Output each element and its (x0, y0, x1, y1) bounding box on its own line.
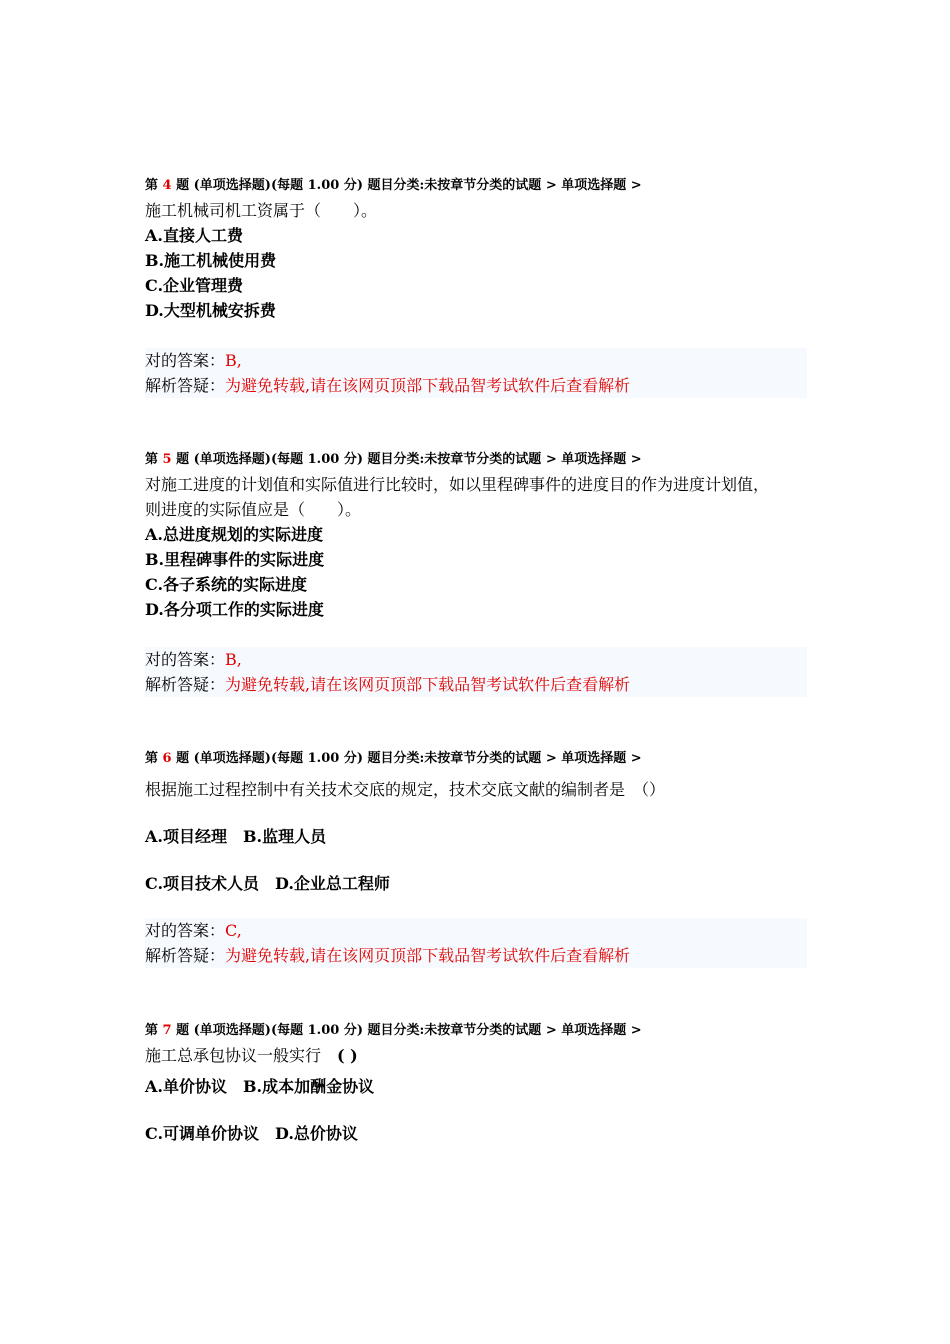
analysis-text: 为避免转载,请在该网页顶部下载品智考试软件后查看解析 (225, 946, 631, 965)
question-stem: 根据施工过程控制中有关技术交底的规定，技术交底文献的编制者是 （） (145, 780, 666, 799)
question-number: 6 (162, 751, 172, 766)
stem-blank: ( ) (337, 1046, 358, 1065)
option-row-2: C.可调单价协议 D.总价协议 (145, 1124, 358, 1143)
analysis-text: 为避免转载,请在该网页顶部下载品智考试软件后查看解析 (225, 376, 631, 395)
analysis-text: 为避免转载,请在该网页顶部下载品智考试软件后查看解析 (225, 675, 631, 694)
option-d: D.大型机械安拆费 (145, 301, 276, 320)
option-c: C.企业管理费 (145, 276, 244, 295)
correct-answer-line (145, 647, 807, 672)
analysis-line (145, 943, 807, 968)
option-b: B.里程碑事件的实际进度 (145, 550, 325, 569)
question-5 (145, 451, 807, 697)
option-b: B.施工机械使用费 (145, 251, 277, 270)
question-stem: 施工机械司机工资属于（ ）。 (145, 201, 378, 220)
answer-value: B, (225, 650, 242, 669)
question-meta: 题 (单项选择题)(每题 1.00 分) 题目分类:未按章节分类的试题 > 单项选择题 > (176, 178, 642, 193)
question-stem (145, 472, 807, 522)
analysis-label: 解析答疑： (145, 675, 226, 694)
question-number: 5 (162, 452, 172, 467)
question-prefix: 第 (145, 751, 159, 766)
question-header (145, 177, 807, 195)
correct-answer-line (145, 918, 807, 943)
option-c: C.各子系统的实际进度 (145, 575, 308, 594)
option-row-1: A.单价协议 B.成本加酬金协议 (145, 1077, 375, 1096)
option-a: A.总进度规划的实际进度 (145, 525, 323, 544)
stem-line-1: 对施工进度的计划值和实际值进行比较时，如以里程碑事件的进度目的作为进度计划值， (145, 475, 770, 494)
question-meta: 题 (单项选择题)(每题 1.00 分) 题目分类:未按章节分类的试题 > 单项选择题 > (176, 751, 642, 766)
question-number: 4 (162, 178, 172, 193)
question-prefix: 第 (145, 178, 159, 193)
question-4 (145, 177, 807, 398)
option-a: A.直接人工费 (145, 226, 243, 245)
answer-box (145, 918, 807, 968)
option-d: D.各分项工作的实际进度 (145, 600, 324, 619)
question-stem (145, 1043, 807, 1068)
answer-label: 对的答案： (145, 921, 226, 940)
answer-value: C, (225, 921, 242, 940)
answer-label: 对的答案： (145, 650, 226, 669)
correct-answer-line (145, 348, 807, 373)
question-header (145, 451, 807, 469)
question-7 (145, 1022, 807, 1146)
question-prefix: 第 (145, 452, 159, 467)
question-6 (145, 750, 807, 968)
analysis-label: 解析答疑： (145, 376, 226, 395)
question-prefix: 第 (145, 1023, 159, 1038)
stem-text: 施工总承包协议一般实行 (145, 1046, 338, 1065)
question-header (145, 750, 807, 768)
answer-box (145, 647, 807, 697)
option-row-1: A.项目经理 B.监理人员 (145, 827, 327, 846)
answer-box (145, 348, 807, 398)
question-header (145, 1022, 807, 1040)
question-number: 7 (162, 1023, 172, 1038)
analysis-line (145, 373, 807, 398)
stem-line-2: 则进度的实际值应是（ ）。 (145, 500, 362, 519)
option-row-2: C.项目技术人员 D.企业总工程师 (145, 874, 390, 893)
analysis-line (145, 672, 807, 697)
answer-value: B, (225, 351, 242, 370)
answer-label: 对的答案： (145, 351, 226, 370)
question-meta: 题 (单项选择题)(每题 1.00 分) 题目分类:未按章节分类的试题 > 单项选择题 > (176, 1023, 642, 1038)
question-meta: 题 (单项选择题)(每题 1.00 分) 题目分类:未按章节分类的试题 > 单项选择题 > (176, 452, 642, 467)
analysis-label: 解析答疑： (145, 946, 226, 965)
